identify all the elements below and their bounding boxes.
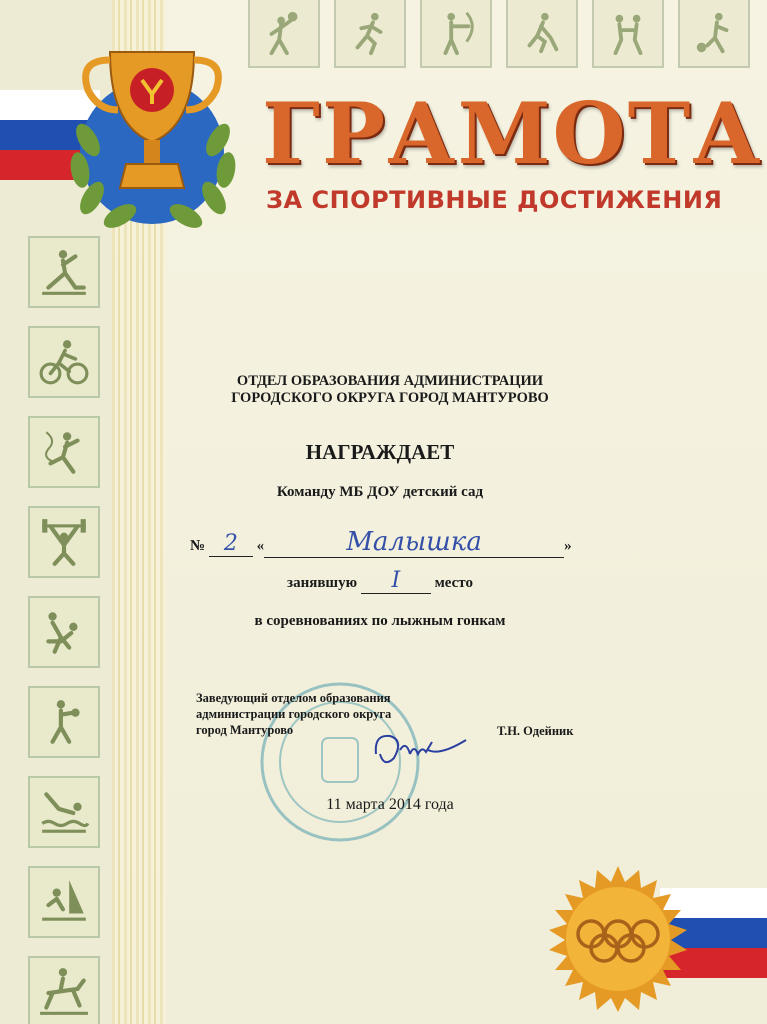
head-title-line-1: Заведующий отделом образования <box>196 691 391 705</box>
rhythmic-gymnastics-icon <box>28 416 100 488</box>
place-field <box>361 568 431 594</box>
sailing-icon <box>28 866 100 938</box>
team-name-field <box>264 527 564 558</box>
place-prefix: занявшую <box>287 575 358 591</box>
number-label: № <box>190 538 206 554</box>
signer-name: Т.Н. Одейник <box>497 724 574 738</box>
place-value: I <box>391 568 401 593</box>
swimming-icon <box>28 776 100 848</box>
handwritten-signature <box>370 720 480 770</box>
runner-icon <box>334 0 406 68</box>
head-title-line-3: город Мантурово <box>196 723 294 737</box>
head-title-line-2: администрации городского округа <box>196 707 392 721</box>
wrestling-icon <box>592 0 664 68</box>
volleyball-icon <box>248 0 320 68</box>
weightlifting-icon <box>28 506 100 578</box>
team-number-field <box>209 531 253 557</box>
archery-icon <box>420 0 492 68</box>
place-line <box>190 568 570 594</box>
issue-date: 11 марта 2014 года <box>326 796 454 813</box>
side-sport-icon-column <box>28 236 102 1024</box>
equestrian-icon <box>28 956 100 1024</box>
figure-skating-icon <box>28 596 100 668</box>
open-quote: « <box>256 538 265 554</box>
team-number-value: 2 <box>223 531 238 556</box>
hockey-icon <box>506 0 578 68</box>
olympic-rings-medal <box>543 864 693 1014</box>
trophy-cup-emblem <box>48 30 248 230</box>
close-quote: » <box>564 538 572 554</box>
soccer-icon <box>678 0 750 68</box>
top-sport-icon-row <box>248 0 767 70</box>
award-heading: НАГРАЖДАЕТ <box>305 440 455 464</box>
certificate-title: ГРАМОТА <box>262 84 763 183</box>
boxing-icon <box>28 686 100 758</box>
competition-line: в соревнованиях по лыжным гонкам <box>254 613 506 629</box>
team-number-line <box>190 527 610 558</box>
org-line-2: ГОРОДСКОГО ОКРУГА ГОРОД МАНТУРОВО <box>231 390 549 406</box>
issuing-organization <box>190 373 590 407</box>
gymnastics-icon <box>28 236 100 308</box>
team-line: Команду МБ ДОУ детский сад <box>276 484 484 500</box>
place-suffix: место <box>434 575 473 591</box>
cycling-icon <box>28 326 100 398</box>
team-name-value: Малышка <box>346 527 482 557</box>
org-line-1: ОТДЕЛ ОБРАЗОВАНИЯ АДМИНИСТРАЦИИ <box>236 373 544 389</box>
certificate-subtitle: ЗА СПОРТИВНЫЕ ДОСТИЖЕНИЯ <box>266 186 723 214</box>
